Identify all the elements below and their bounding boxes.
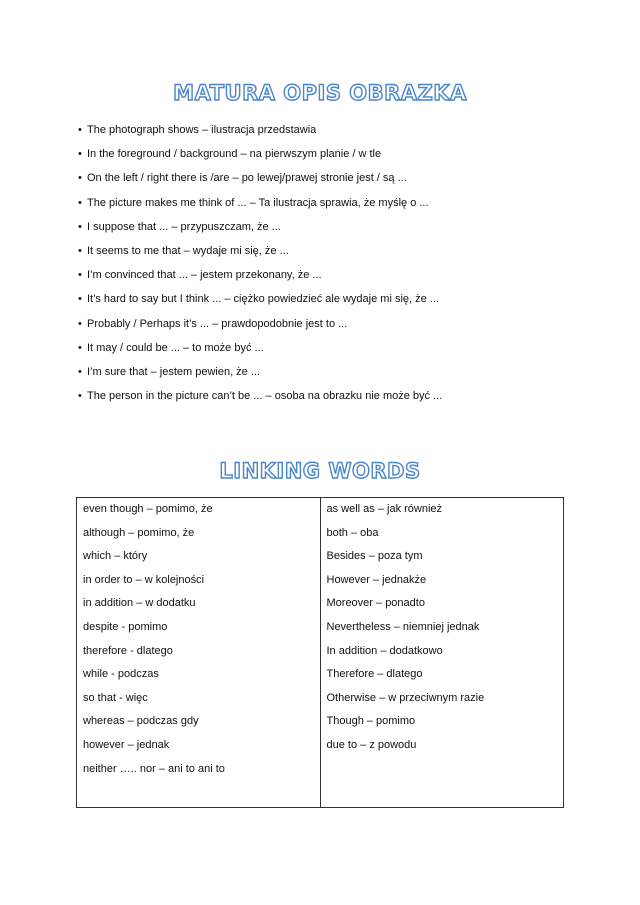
list-item: • It may / could be ... – to może być ... [78, 336, 442, 360]
list-item: • On the left / right there is /are – po lewej/prawej stronie jest / są ... [78, 166, 442, 190]
list-item: therefore - dlatego [83, 644, 173, 657]
list-item: Besides – poza tym [326, 550, 423, 563]
list-item: despite - pomimo [83, 620, 168, 633]
list-item: Though – pomimo [326, 715, 416, 728]
list-item: In addition – dodatkowo [326, 644, 443, 657]
right-column [320, 498, 564, 808]
list-item: • The picture makes me think of ... – Ta ilustracja sprawia, że myślę o ... [78, 191, 442, 215]
list-item: • The person in the picture can’t be ... – osoba na obrazku nie może być ... [78, 384, 442, 408]
list-item: • I’m convinced that ... – jestem przekonany, że ... [78, 263, 442, 287]
list-item: • The photograph shows – ilustracja przedstawia [78, 118, 442, 142]
list-item: however – jednak [83, 738, 170, 751]
left-column [77, 498, 321, 808]
bullet-icon: • [78, 220, 82, 233]
list-item: Nevertheless – niemniej jednak [326, 620, 480, 633]
list-item: Therefore – dlatego [326, 668, 423, 681]
linking-words-table [76, 497, 564, 808]
list-item: while - podczas [83, 668, 159, 681]
bullet-icon: • [78, 269, 82, 282]
list-item: Otherwise – w przeciwnym razie [326, 691, 485, 704]
list-item: so that - więc [83, 691, 148, 704]
bullet-icon: • [78, 148, 82, 161]
section-title-linking-words: LINKING WORDS [219, 459, 421, 483]
right-word-list [327, 498, 564, 758]
list-item: However – jednakże [326, 573, 427, 586]
bullet-icon: • [78, 293, 82, 306]
list-item: neither ….. nor – ani to ani to [83, 762, 225, 775]
bullet-icon: • [78, 196, 82, 209]
list-item: which – który [83, 550, 148, 563]
list-item: • It’s hard to say but I think ... – ciężko powiedzieć ale wydaje mi się, że ... [78, 287, 442, 311]
bullet-icon: • [78, 124, 82, 136]
list-item: • I suppose that ... – przypuszczam, że ... [78, 215, 442, 239]
list-item: • Probably / Perhaps it’s ... – prawdopodobnie jest to ... [78, 312, 442, 336]
list-item: although – pomimo, że [83, 526, 195, 539]
list-item: whereas – podczas gdy [83, 715, 199, 728]
list-item: Moreover – ponadto [326, 597, 425, 610]
list-item: even though – pomimo, że [83, 503, 213, 515]
list-item: due to – z powodu [326, 738, 417, 751]
list-item: • I’m sure that – jestem pewien, że ... [78, 360, 442, 384]
list-item: as well as – jak również [326, 503, 443, 515]
bullet-icon: • [78, 172, 82, 185]
bullet-icon: • [78, 341, 82, 354]
section-title-matura: MATURA OPIS OBRAZKA [173, 81, 467, 105]
bullet-icon: • [78, 365, 82, 378]
list-item: • In the foreground / background – na pierwszym planie / w tle [78, 142, 442, 166]
list-item: in order to – w kolejności [83, 573, 205, 586]
bullet-icon: • [78, 390, 82, 403]
list-item: both – oba [326, 526, 379, 539]
phrase-list [78, 118, 442, 408]
bullet-icon: • [78, 244, 82, 257]
list-item: in addition – w dodatku [83, 597, 196, 610]
list-item: • It seems to me that – wydaje mi się, że ... [78, 239, 442, 263]
left-word-list [83, 498, 320, 781]
table-row [77, 498, 564, 808]
bullet-icon: • [78, 317, 82, 330]
